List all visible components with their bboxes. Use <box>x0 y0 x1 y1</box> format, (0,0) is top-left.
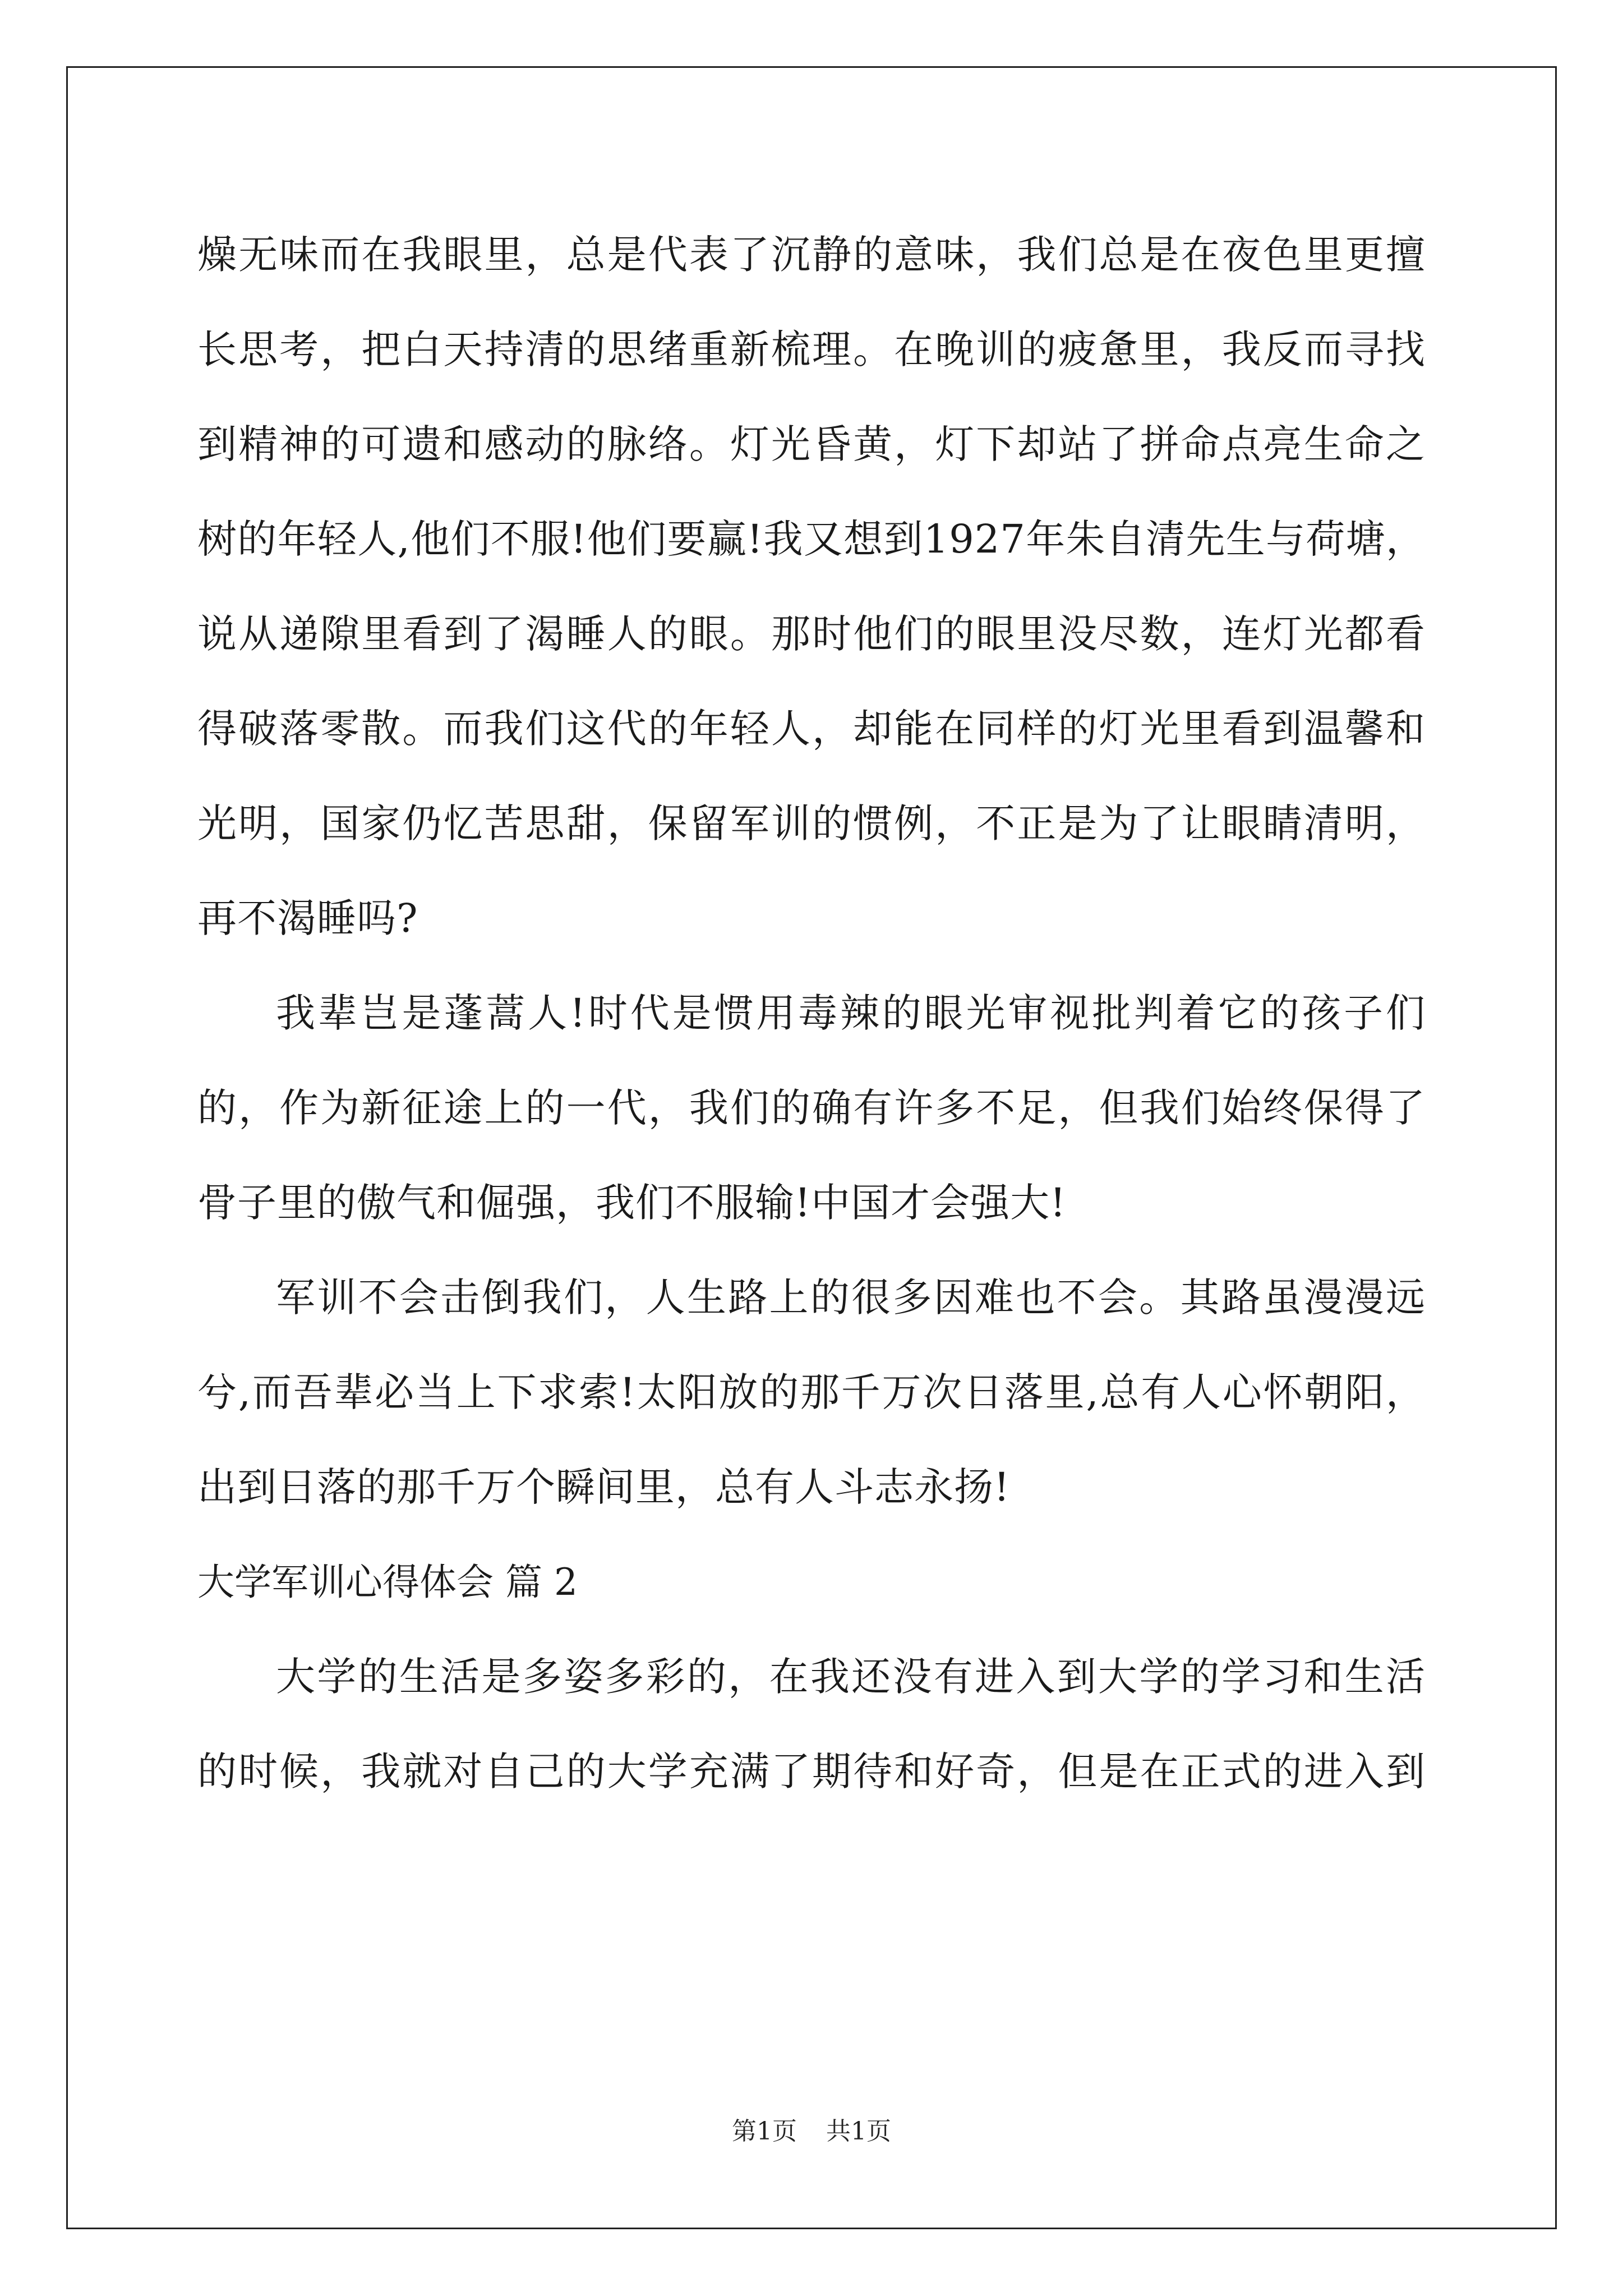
text-line: 我辈岂是蓬蒿人!时代是惯用毒辣的眼光审视批判着它的孩子们 <box>276 990 1426 1036</box>
paragraph <box>197 1630 1426 1819</box>
text-line: 再不渴睡吗? <box>197 895 418 941</box>
section-heading: 大学军训心得体会 篇 2 <box>197 1561 578 1604</box>
page-number: 第1页 <box>732 2117 797 2146</box>
text-line: 的，作为新征途上的一代，我们的确有许多不足，但我们始终保得了 <box>197 1085 1426 1131</box>
paragraph <box>197 966 1426 1250</box>
text-line: 光明，国家仍忆苦思甜，保留军训的惯例，不正是为了让眼睛清明， <box>197 800 1426 846</box>
paragraph <box>197 208 1426 966</box>
paragraph <box>197 1250 1426 1535</box>
text-line: 军训不会击倒我们，人生路上的很多因难也不会。其路虽漫漫远 <box>276 1274 1426 1320</box>
text-line: 大学的生活是多姿多彩的，在我还没有进入到大学的学习和生活 <box>276 1654 1426 1700</box>
document-body <box>197 208 1426 1819</box>
text-line: 树的年轻人,他们不服!他们要赢!我又想到1927年朱自清先生与荷塘， <box>197 516 1426 562</box>
text-line: 燥无味而在我眼里，总是代表了沉静的意味，我们总是在夜色里更擅 <box>197 232 1426 278</box>
text-line: 得破落零散。而我们这代的年轻人，却能在同样的灯光里看到温馨和 <box>197 706 1426 752</box>
text-line: 的时候，我就对自己的大学充满了期待和好奇，但是在正式的进入到 <box>197 1749 1426 1795</box>
text-line: 长思考，把白天持清的思绪重新梳理。在晚训的疲惫里，我反而寻找 <box>197 326 1426 372</box>
text-line: 到精神的可遗和感动的脉络。灯光昏黄，灯下却站了拼命点亮生命之 <box>197 421 1426 467</box>
page-total: 共1页 <box>826 2117 891 2146</box>
text-line: 兮,而吾辈必当上下求索!太阳放的那千万次日落里,总有人心怀朝阳， <box>197 1369 1426 1415</box>
text-line: 出到日落的那千万个瞬间里，总有人斗志永扬! <box>197 1464 1011 1510</box>
text-line: 说从递隙里看到了渴睡人的眼。那时他们的眼里没尽数，连灯光都看 <box>197 611 1426 657</box>
page-footer <box>0 2115 1623 2148</box>
text-line: 骨子里的傲气和倔强，我们不服输!中国才会强大! <box>197 1180 1067 1226</box>
